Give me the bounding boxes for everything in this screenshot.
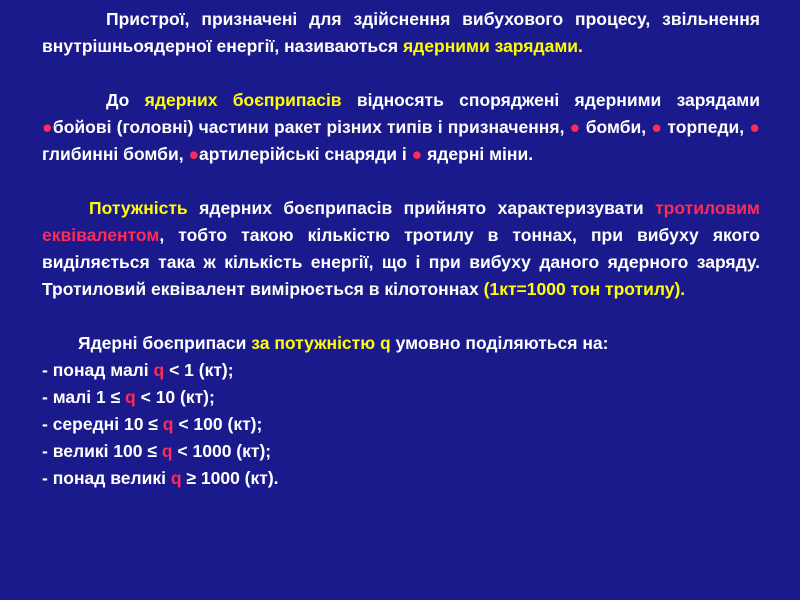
class-text: - великі 100 ≤: [42, 441, 162, 461]
class-text: - понад малі: [42, 360, 154, 380]
paragraph-power: [42, 195, 760, 303]
bullet-icon: ●: [749, 117, 760, 137]
term-nuclear-charges: ядерними зарядами.: [402, 36, 583, 56]
term-nuclear-munitions: ядерних боєприпасів: [144, 90, 342, 110]
class-line-ultra-small: [42, 357, 760, 384]
class-line-medium: [42, 411, 760, 438]
spacer: [42, 168, 760, 195]
munition-item: торпеди,: [667, 117, 745, 137]
paragraph-nuclear-munitions: [42, 87, 760, 168]
paragraph-nuclear-charges: [42, 6, 760, 60]
intro-text-1: Ядерні боєприпаси: [78, 333, 252, 353]
bullet-icon: ●: [42, 117, 53, 137]
class-line-small: [42, 384, 760, 411]
p3-text-1: ядерних боєприпасів прийнято характеризувати: [187, 198, 656, 218]
class-text: - середні 10 ≤: [42, 414, 163, 434]
q-symbol: q: [170, 468, 182, 488]
class-text: - малі 1 ≤: [42, 387, 126, 407]
term-by-power: за потужністю q: [251, 333, 391, 353]
p2-text-2: відносять споряджені ядерними зарядами: [341, 90, 761, 110]
q-symbol: q: [153, 360, 165, 380]
q-symbol: q: [162, 414, 174, 434]
p1-text: Пристрої, призначені для здійснення вибухового процесу, звільнення внутрішньоядерної енергії, називаються: [42, 9, 760, 56]
q-symbol: q: [125, 387, 136, 407]
slide-content: [42, 6, 760, 492]
spacer: [42, 60, 760, 87]
munition-item: ядерні міни.: [427, 144, 534, 164]
class-range: < 1 (кт);: [164, 360, 234, 380]
munition-item: артилерійські снаряди і: [199, 144, 407, 164]
p3-text-2: , тобто такою кількістю тротилу в тоннах, при вибуху якого виділяється така ж кількість енергії, що і при вибуху даного ядерного заряду. Тротиловий еквівалент вимірюється в кілотоннах: [42, 225, 760, 299]
term-tnt-equivalent: тротиловим еквівалентом: [42, 198, 760, 245]
p2-text-1: До: [106, 90, 145, 110]
classification-intro: [42, 330, 760, 357]
munition-item: бомби,: [585, 117, 647, 137]
class-range: < 10 (кт);: [135, 387, 215, 407]
class-line-super-large: [42, 465, 760, 492]
munition-item: глибинні бомби,: [42, 144, 184, 164]
bullet-icon: ●: [569, 117, 581, 137]
spacer: [42, 303, 760, 330]
class-range: < 1000 (кт);: [172, 441, 272, 461]
class-range: ≥ 1000 (кт).: [181, 468, 279, 488]
term-power: Потужність: [89, 198, 188, 218]
term-kiloton-definition: (1кт=1000 тон тротилу).: [483, 279, 686, 299]
class-range: < 100 (кт);: [173, 414, 263, 434]
bullet-icon: ●: [411, 144, 423, 164]
munition-item: бойові (головні) частини ракет різних типів і призначення,: [52, 117, 565, 137]
q-symbol: q: [161, 441, 173, 461]
bullet-icon: ●: [188, 144, 200, 164]
bullet-icon: ●: [651, 117, 663, 137]
intro-text-2: умовно поділяються на:: [390, 333, 609, 353]
class-line-large: [42, 438, 760, 465]
class-text: - понад великі: [42, 468, 171, 488]
